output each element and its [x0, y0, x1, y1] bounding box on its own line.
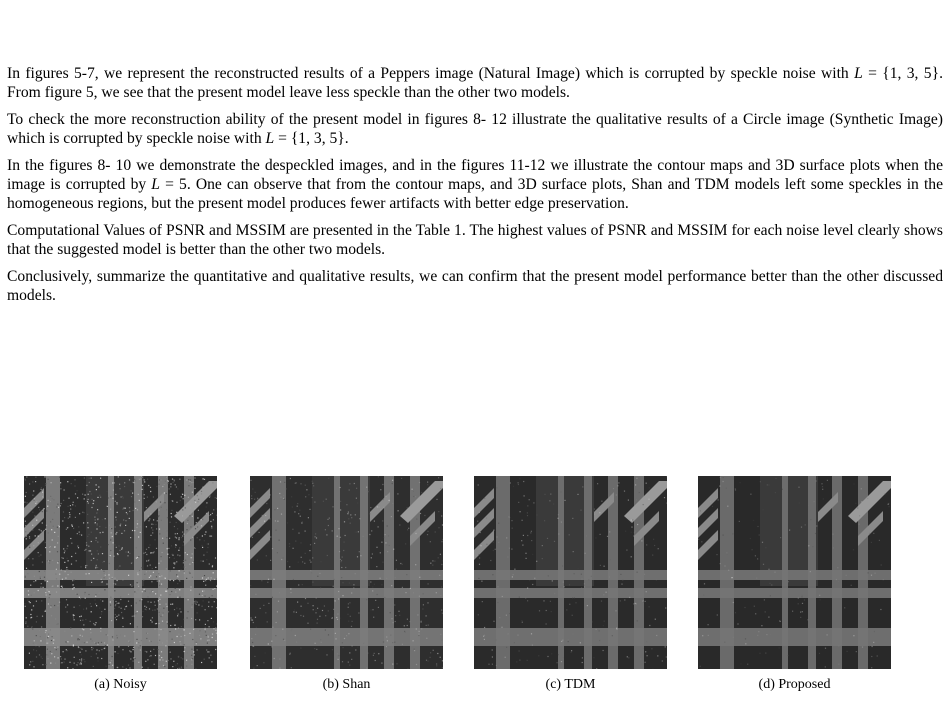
paragraph-3-text: In the figures 8- 10 we demonstrate the despeckled images, and in the figures 11-12 we illustrate the contour maps and 3D surface plots when the image is corrupted by	[7, 156, 943, 194]
noisy-image	[24, 476, 217, 669]
body-text	[7, 64, 943, 312]
caption-shan: (b) Shan	[322, 677, 371, 692]
tdm-image	[474, 476, 667, 669]
proposed-image	[698, 476, 891, 669]
paragraph-3-text-end: . One can observe that from the contour maps, and 3D surface plots, Shan and TDM models left some speckles in the homogeneous regions, but the present model produces fewer artifacts with better edge preservation.	[7, 176, 943, 213]
math-set: = {1, 3, 5}	[274, 130, 345, 148]
paragraph-5-text: Conclusively, summarize the quantitative and qualitative results, we can confirm that the present model performance better than the other discussed models.	[7, 267, 943, 305]
math-variable: L	[854, 65, 863, 82]
paragraph-2-text-end: .	[344, 130, 349, 148]
figure-row	[0, 476, 950, 706]
paragraph-1	[7, 64, 943, 103]
math-value: = 5	[159, 176, 187, 194]
math-set: = {1, 3, 5}	[862, 65, 940, 82]
paragraph-2	[7, 110, 943, 149]
caption-proposed: (d) Proposed	[758, 677, 831, 692]
paragraph-4-text: Computational Values of PSNR and MSSIM are presented in the Table 1. The highest values of PSNR and MSSIM for each noise level clearly shows that the suggested model is better than the other two models.	[7, 221, 943, 259]
shan-image	[250, 476, 443, 669]
math-variable: L	[265, 130, 275, 148]
paragraph-5	[7, 267, 943, 306]
figure-panel-shan	[250, 476, 443, 692]
paragraph-1-text-end: . From figure 5, we see that the present model leave less speckle than the other two models.	[7, 65, 943, 102]
figure-panel-noisy	[24, 476, 217, 692]
paragraph-3	[7, 156, 943, 214]
paragraph-1-text: In figures 5-7, we represent the reconstructed results of a Peppers image (Natural Image) which is corrupted by speckle noise with	[7, 65, 855, 82]
math-variable: L	[151, 176, 160, 194]
figure-panel-proposed	[698, 476, 891, 692]
caption-noisy: (a) Noisy	[94, 677, 147, 692]
paragraph-2-text: To check the more reconstruction ability of the present model in figures 8- 12 illustrate the qualitative results of a Circle image (Synthetic Image) which is corrupted by speckle noise with	[7, 110, 943, 148]
caption-tdm: (c) TDM	[545, 677, 596, 692]
paragraph-4	[7, 221, 943, 260]
figure-panel-tdm	[474, 476, 667, 692]
